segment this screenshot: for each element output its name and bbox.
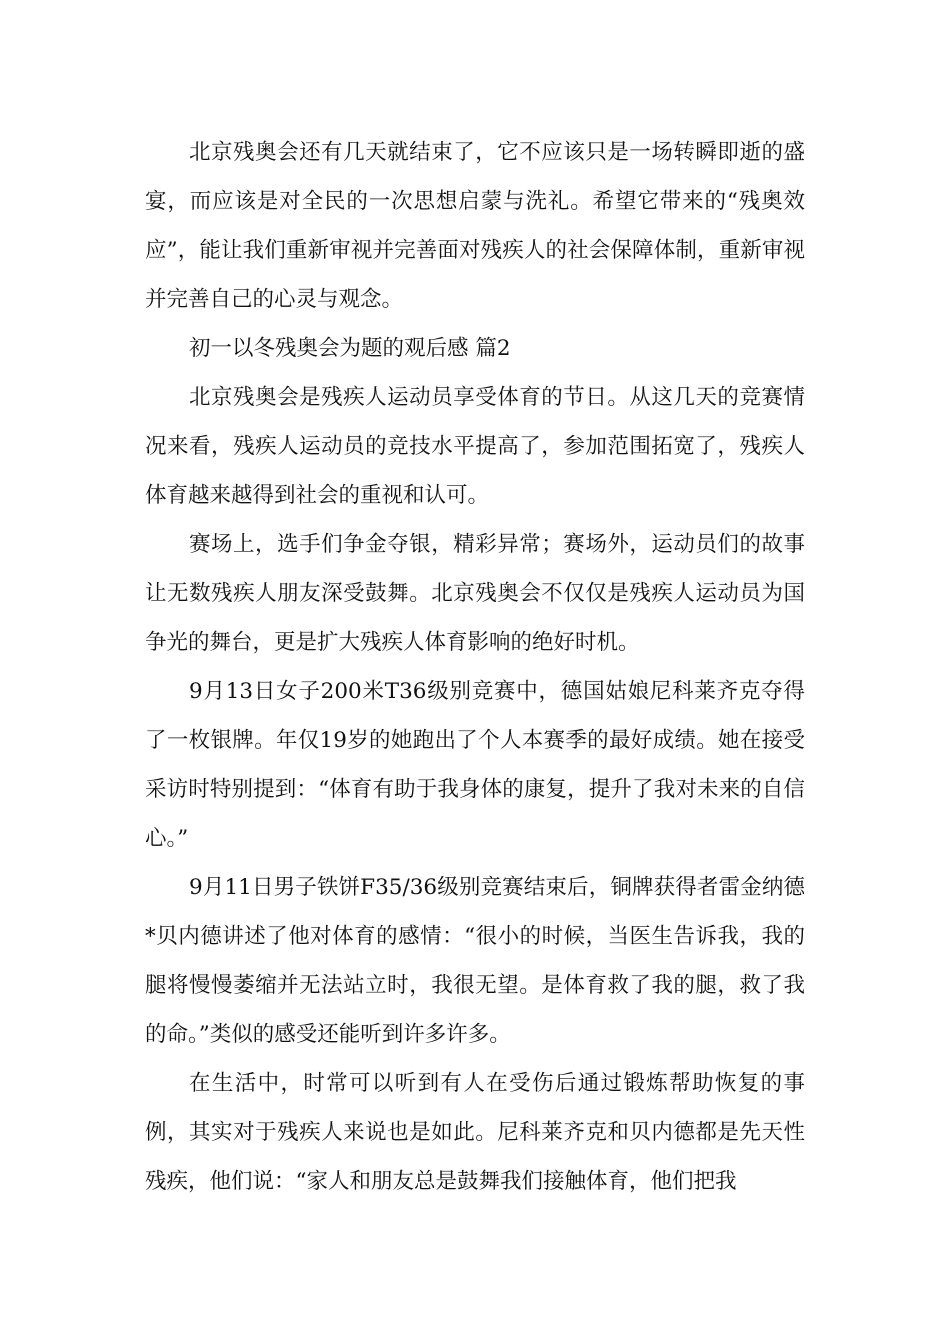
paragraph-5: 9月11日男子铁饼F35/36级别竞赛结束后，铜牌获得者雷金纳德*贝内德讲述了他对体育的感情：“很小的时候，当医生告诉我，我的腿将慢慢萎缩并无法站立时，我很无望。是体育救了我的腿，救了我的命。”类似的感受还能听到许多许多。 [145, 875, 805, 1047]
section-heading: 初一以冬残奥会为题的观后感 篇2 [189, 336, 511, 361]
paragraph-3: 赛场上，选手们争金夺银，精彩异常；赛场外，运动员们的故事让无数残疾人朋友深受鼓舞。北京残奥会不仅仅是残疾人运动员为国争光的舞台，更是扩大残疾人体育影响的绝好时机。 [145, 532, 805, 655]
document-page [145, 128, 805, 1206]
paragraph-2: 北京残奥会是残疾人运动员享受体育的节日。从这几天的竞赛情况来看，残疾人运动员的竞技水平提高了，参加范围拓宽了，残疾人体育越来越得到社会的重视和认可。 [145, 385, 805, 508]
paragraph-4: 9月13日女子200米T36级别竞赛中，德国姑娘尼科莱齐克夺得了一枚银牌。年仅19岁的她跑出了个人本赛季的最好成绩。她在接受采访时特别提到：“体育有助于我身体的康复，提升了我对未来的自信心。” [145, 679, 805, 851]
paragraph-1: 北京残奥会还有几天就结束了，它不应该只是一场转瞬即逝的盛宴，而应该是对全民的一次思想启蒙与洗礼。希望它带来的“残奥效应”，能让我们重新审视并完善面对残疾人的社会保障体制，重新审视并完善自己的心灵与观念。 [145, 140, 805, 312]
paragraph-6: 在生活中，时常可以听到有人在受伤后通过锻炼帮助恢复的事例，其实对于残疾人来说也是如此。尼科莱齐克和贝内德都是先天性残疾，他们说：“家人和朋友总是鼓舞我们接触体育，他们把我 [145, 1071, 805, 1194]
